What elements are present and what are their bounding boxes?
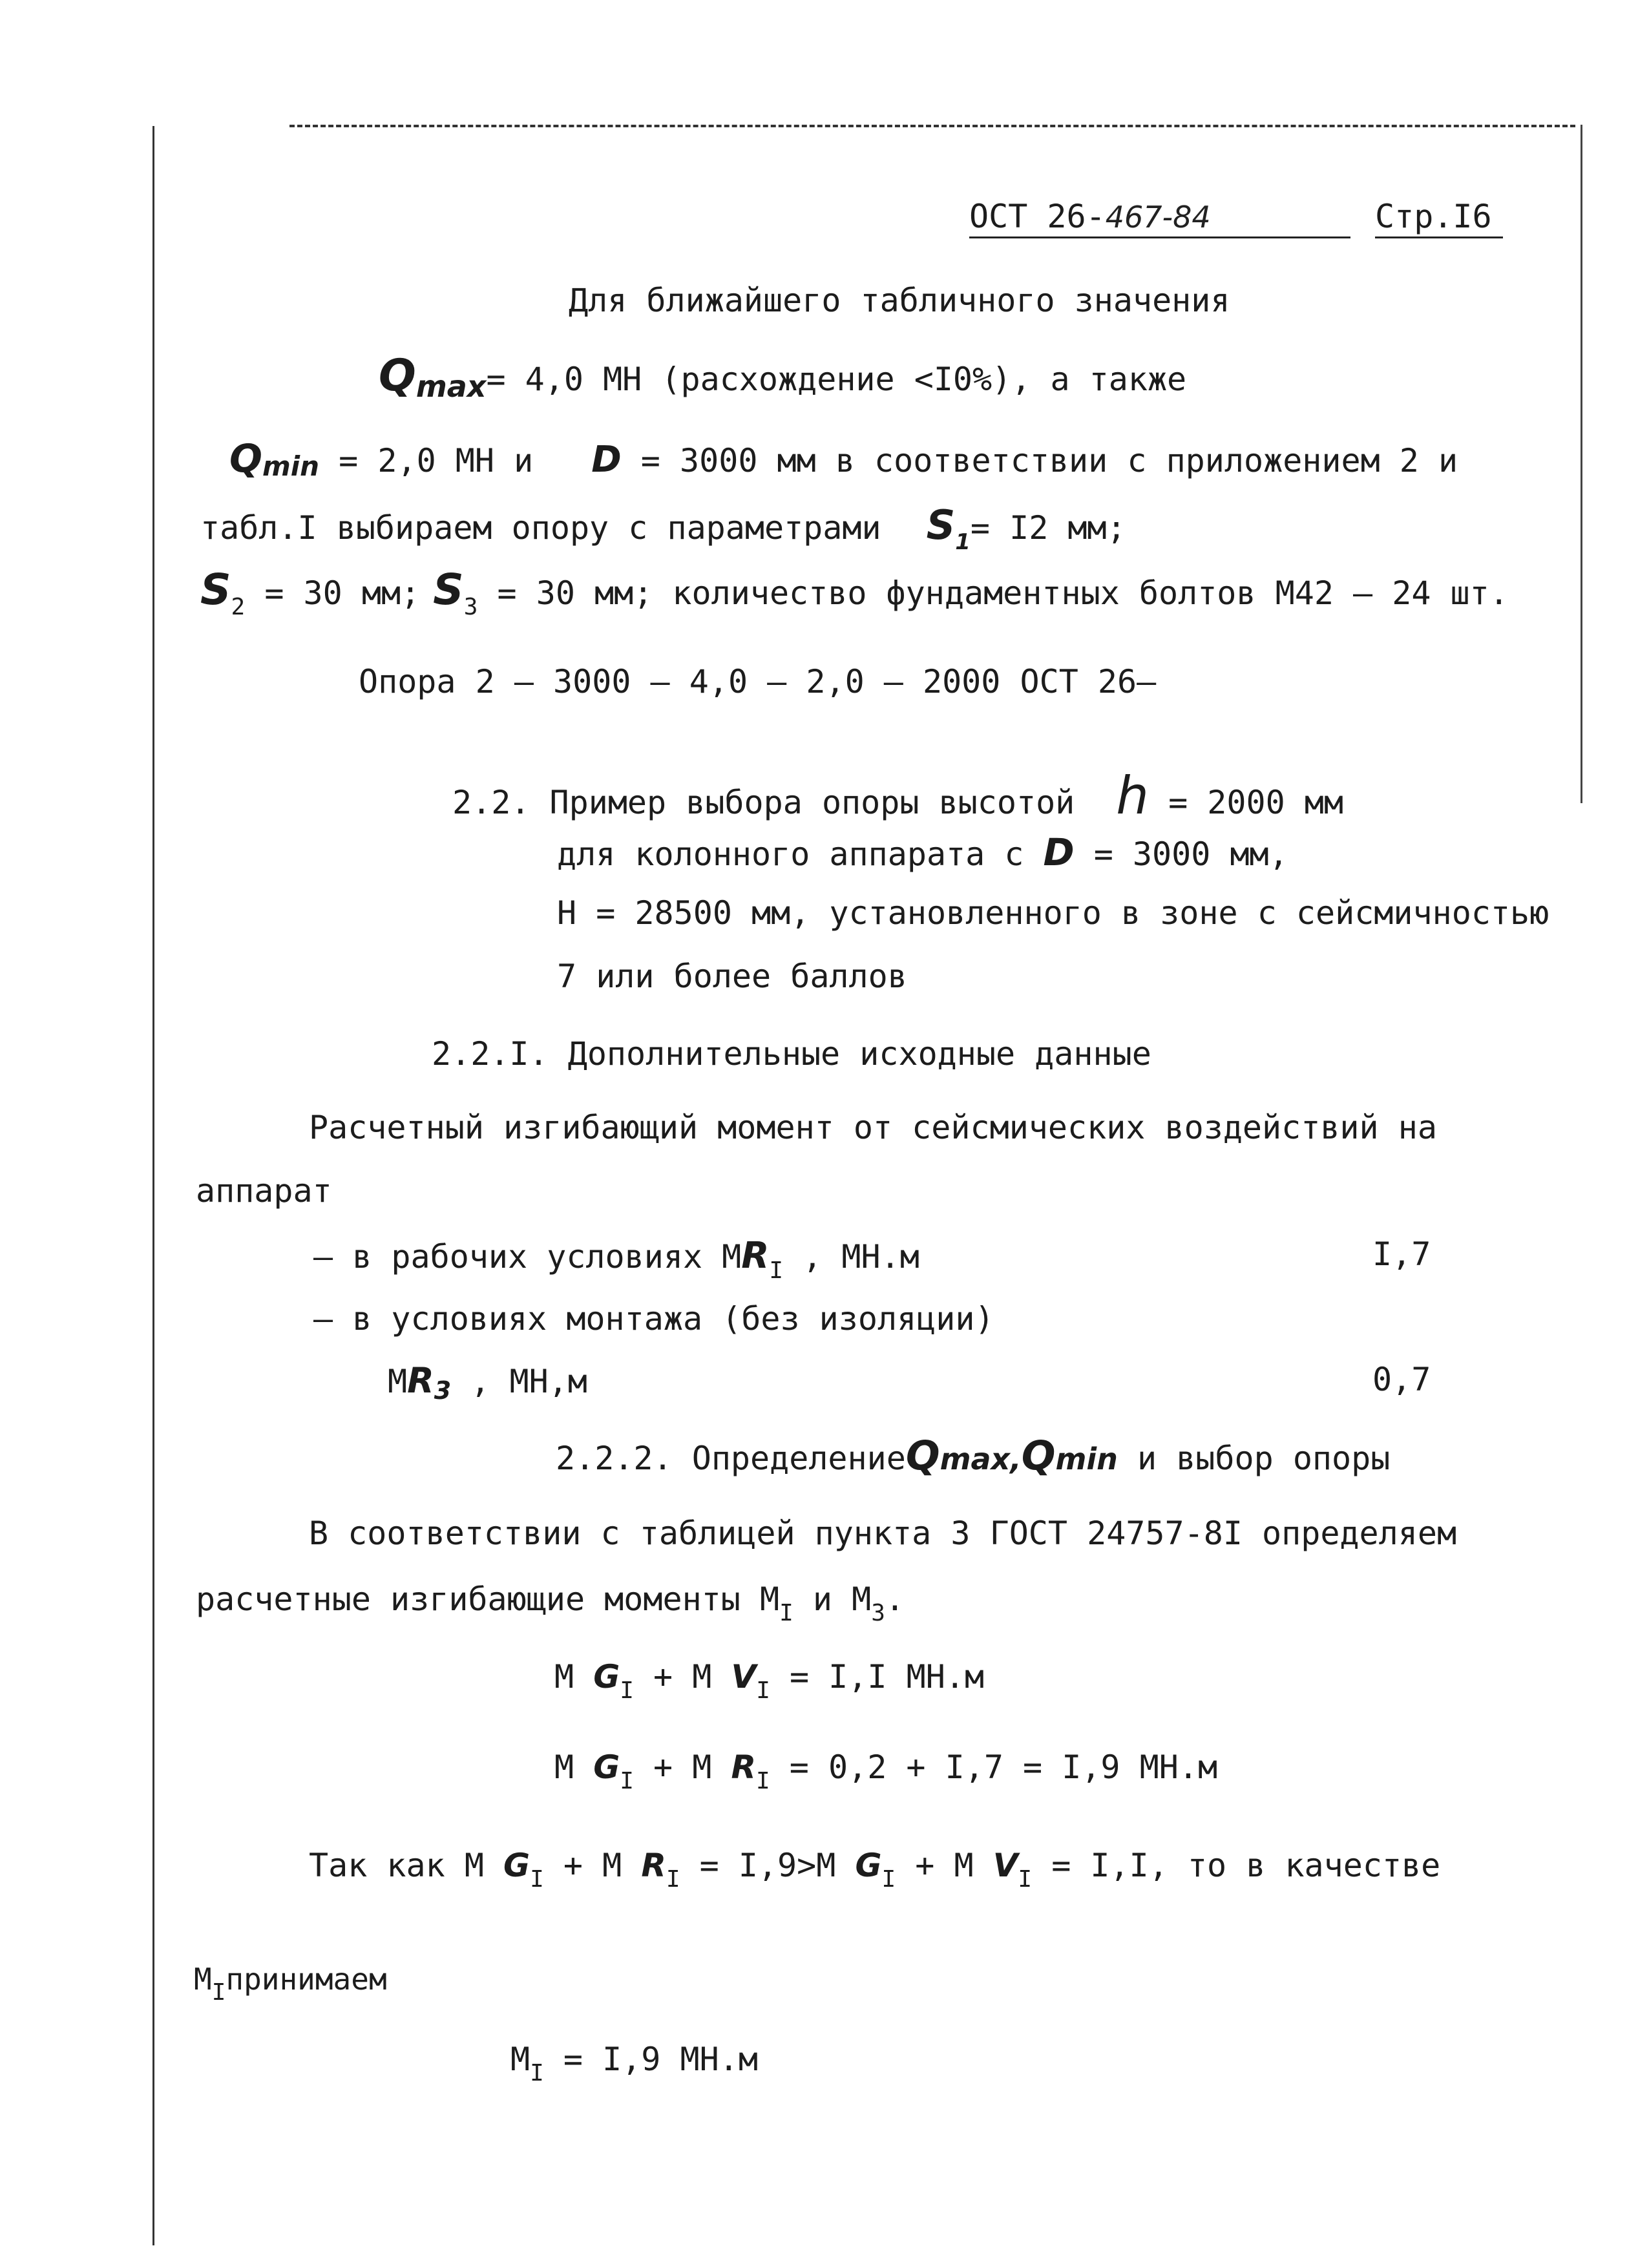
section-2-2-1-text2: аппарат [196, 1172, 332, 1210]
doc-designation: ОСТ 26-467-84 [969, 198, 1211, 235]
equation-2: М $G_I + М$ $R_I = 0,2 + I,7 = I,9$ МН.м [554, 1748, 1218, 1794]
equation-1: М $G_I + М$ $V_I = I,I$ МН.м [554, 1658, 985, 1704]
doc-designation-underline [969, 236, 1350, 238]
frame-left-border [152, 126, 154, 2245]
moment-working-value: I,7 [1372, 1235, 1431, 1273]
section-2-2-2-text1: В соответствии с таблицей пункта 3 ГОСТ 24757-8I определяем [309, 1515, 1457, 1552]
final-moment: $М_I = I,9$ МН.м [510, 2041, 758, 2086]
section-2-2-2-text2: расчетные изгибающие моменты $М_I$ и $М_3$. [196, 1580, 905, 1626]
page-number: Стр.I6 [1375, 198, 1492, 235]
para1-line4: табл.I выбираем опору с параметрами $S_1= I2$ мм; [200, 501, 1126, 555]
frame-top-border [289, 125, 1575, 127]
section-2-2-line1: 2.2. Пример выбора опоры высотой h = 2000 мм [452, 766, 1344, 826]
moment-assembly-label: – в условиях монтажа (без изоляции) [313, 1300, 994, 1338]
support-designation: Опора 2 – 3000 – 4,0 – 2,0 – 2000 ОСТ 26– [359, 663, 1157, 700]
moment-working-label: – в рабочих условиях $МR_I$ , МН.м [313, 1235, 919, 1284]
para1-line3: Qmin = 2,0 МН и D = 3000 мм в соответствии с приложением 2 и [229, 436, 1458, 482]
moment-assembly-value: 0,7 [1372, 1361, 1431, 1398]
para1-line5: $S_2 = 30$ мм; $S_3 = 30$ мм; количество фундаментных болтов М42 – 24 шт. [200, 565, 1509, 620]
section-2-2-line2: для колонного аппарата с D = 3000 мм, [557, 830, 1288, 874]
page-number-underline [1375, 236, 1503, 238]
section-2-2-line4: 7 или более баллов [557, 958, 907, 995]
section-2-2-2-title: 2.2.2. ОпределениеQmax,Qmin и выбор опоры [556, 1432, 1391, 1479]
para1-line1: Для ближайшего табличного значения [569, 282, 1230, 319]
para1-line2: Qmax= 4,0 МН (расхождение <I0%), а также [379, 350, 1187, 404]
section-2-2-1-text1: Расчетный изгибающий момент от сейсмических воздействий на [309, 1109, 1437, 1146]
accept-line: $М_Iпринимаем$ [194, 1962, 387, 2006]
section-2-2-line3: Н = 28500 мм, установленного в зоне с сейсмичностью [557, 894, 1549, 932]
moment-assembly-symbol: $МR_3$ , МН,м [388, 1360, 587, 1405]
comparison-line: Так как М $G_I + М$ $R_I = I,9>М$ $G_I + М$ $V_I = I,I$, то в качестве [309, 1847, 1441, 1893]
frame-right-border [1581, 125, 1582, 803]
section-2-2-1-title: 2.2.I. Дополнительные исходные данные [432, 1035, 1151, 1073]
